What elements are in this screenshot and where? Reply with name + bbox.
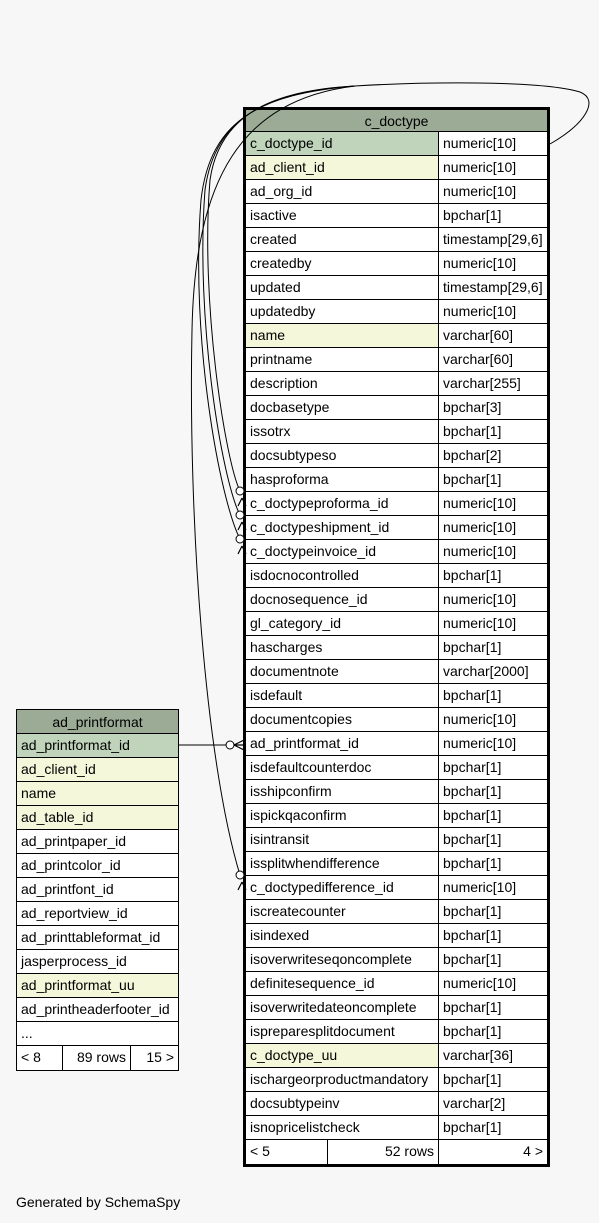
table-row: [17, 830, 178, 854]
column-name: created: [246, 228, 439, 251]
column-type: bpchar[1]: [443, 1119, 502, 1135]
column-type: numeric[10]: [443, 711, 517, 727]
table-row: [246, 468, 547, 492]
table-row: [17, 1022, 178, 1046]
column-name: ad_printformat_id: [246, 732, 439, 755]
table-row: [246, 1092, 547, 1116]
column-name: createdby: [246, 252, 439, 275]
column-name: isactive: [246, 204, 439, 227]
table-row: [17, 806, 178, 830]
column-name: isshipconfirm: [246, 780, 439, 803]
column-type: bpchar[1]: [443, 831, 502, 847]
table-row: [246, 132, 547, 156]
table-row: [246, 1116, 547, 1140]
column-name: ad_printheaderfooter_id: [21, 1001, 170, 1017]
table-row: [246, 276, 547, 300]
column-type: numeric[10]: [443, 975, 517, 991]
column-name: updated: [246, 276, 439, 299]
column-type: bpchar[1]: [443, 999, 502, 1015]
column-name: hasproforma: [246, 468, 439, 491]
table-row: [246, 492, 547, 516]
table-row: [246, 204, 547, 228]
table-row: [246, 588, 547, 612]
table-row: [17, 734, 178, 758]
column-name: ad_org_id: [246, 180, 439, 203]
column-type: numeric[10]: [443, 159, 517, 175]
column-name: c_doctypedifference_id: [246, 876, 439, 899]
column-type: bpchar[1]: [443, 207, 502, 223]
column-type: varchar[255]: [443, 375, 521, 391]
column-type: numeric[10]: [443, 591, 517, 607]
column-name: ...: [21, 1025, 33, 1041]
column-type: varchar[2]: [443, 1095, 506, 1111]
table-row: [17, 782, 178, 806]
table-row: [246, 684, 547, 708]
table-row: [246, 396, 547, 420]
table-row: [246, 900, 547, 924]
table-row: [17, 902, 178, 926]
table-row: [246, 564, 547, 588]
column-type: varchar[36]: [443, 1047, 514, 1063]
column-type: varchar[60]: [443, 327, 514, 343]
column-name: isoverwriteseqoncomplete: [246, 948, 439, 971]
column-type: bpchar[1]: [443, 783, 502, 799]
column-name: isdefaultcounterdoc: [246, 756, 439, 779]
table-row: [246, 708, 547, 732]
column-name: isnopricelistcheck: [246, 1116, 439, 1139]
table-row: [17, 950, 178, 974]
column-name: c_doctypeshipment_id: [246, 516, 439, 539]
relationship-end-marker: [226, 741, 234, 749]
column-name: isdocnocontrolled: [246, 564, 439, 587]
column-type: timestamp[29,6]: [443, 279, 543, 295]
column-name: ad_reportview_id: [21, 905, 128, 921]
column-name: definitesequence_id: [246, 972, 439, 995]
column-type: numeric[10]: [443, 255, 517, 271]
table-row: [17, 998, 178, 1022]
column-type: bpchar[1]: [443, 759, 502, 775]
table-row: [246, 324, 547, 348]
row-count: 52 rows: [328, 1140, 439, 1164]
table-row: [17, 758, 178, 782]
table-row: [246, 1020, 547, 1044]
children-link: 15 >: [146, 1049, 174, 1065]
column-name: hascharges: [246, 636, 439, 659]
column-name: gl_category_id: [246, 612, 439, 635]
table-footer: [17, 1046, 178, 1070]
column-type: numeric[10]: [443, 519, 517, 535]
column-type: numeric[10]: [443, 495, 517, 511]
column-name: docsubtypeinv: [246, 1092, 439, 1115]
column-type: numeric[10]: [443, 615, 517, 631]
column-name: documentcopies: [246, 708, 439, 731]
table-row: [246, 804, 547, 828]
column-name: ad_printformat_id: [17, 734, 178, 757]
table-row: [17, 854, 178, 878]
column-name: isoverwritedateoncomplete: [246, 996, 439, 1019]
column-type: bpchar[1]: [443, 423, 502, 439]
children-link[interactable]: 4 >: [523, 1143, 543, 1159]
table-row: [246, 972, 547, 996]
column-name: c_doctype_id: [246, 132, 439, 155]
column-name: ad_printpaper_id: [21, 833, 127, 849]
table-row: [246, 660, 547, 684]
column-type: bpchar[1]: [443, 1071, 502, 1087]
column-name: ad_client_id: [17, 758, 178, 781]
column-name: c_doctypeinvoice_id: [246, 540, 439, 563]
parents-link: < 8: [17, 1046, 63, 1070]
table-row: [246, 228, 547, 252]
column-name: ad_printcolor_id: [21, 857, 121, 873]
column-type: varchar[2000]: [443, 663, 529, 679]
column-name: ad_client_id: [246, 156, 439, 179]
table-row: [246, 612, 547, 636]
column-name: jasperprocess_id: [21, 953, 127, 969]
column-type: bpchar[1]: [443, 951, 502, 967]
table-row: [246, 636, 547, 660]
table-row: [246, 540, 547, 564]
row-count: 89 rows: [63, 1046, 131, 1070]
column-type: bpchar[3]: [443, 399, 502, 415]
table-row: [246, 180, 547, 204]
column-type: varchar[60]: [443, 351, 514, 367]
column-name: docnosequence_id: [246, 588, 439, 611]
table-row: [246, 852, 547, 876]
table-row: [246, 252, 547, 276]
column-name: printname: [246, 348, 439, 371]
table-c-doctype: [243, 107, 550, 1167]
column-type: bpchar[1]: [443, 639, 502, 655]
column-name: docsubtypeso: [246, 444, 439, 467]
column-type: bpchar[1]: [443, 807, 502, 823]
table-row: [246, 156, 547, 180]
column-name: ad_printfont_id: [21, 881, 114, 897]
column-type: timestamp[29,6]: [443, 231, 543, 247]
table-row: [246, 1068, 547, 1092]
table-row: [246, 948, 547, 972]
column-type: bpchar[2]: [443, 447, 502, 463]
table-row: [17, 878, 178, 902]
column-name: description: [246, 372, 439, 395]
table-title: ad_printformat: [17, 710, 178, 734]
column-type: numeric[10]: [443, 183, 517, 199]
column-name: issplitwhendifference: [246, 852, 439, 875]
table-row: [246, 348, 547, 372]
column-name: name: [17, 782, 178, 805]
column-name: iscreatecounter: [246, 900, 439, 923]
table-row: [246, 732, 547, 756]
column-name: docbasetype: [246, 396, 439, 419]
column-name: updatedby: [246, 300, 439, 323]
table-title: c_doctype: [246, 110, 547, 132]
table-row: [246, 516, 547, 540]
table-row: [246, 372, 547, 396]
column-name: c_doctypeproforma_id: [246, 492, 439, 515]
table-row: [246, 420, 547, 444]
column-name: ad_table_id: [17, 806, 178, 829]
column-type: bpchar[1]: [443, 855, 502, 871]
column-type: numeric[10]: [443, 135, 517, 151]
column-name: isdefault: [246, 684, 439, 707]
table-row: [246, 876, 547, 900]
column-name: isindexed: [246, 924, 439, 947]
column-name: ispickqaconfirm: [246, 804, 439, 827]
column-name: ad_printtableformat_id: [21, 929, 161, 945]
table-ad-printformat[interactable]: [16, 709, 179, 1071]
table-row: [246, 780, 547, 804]
column-type: numeric[10]: [443, 879, 517, 895]
column-type: numeric[10]: [443, 543, 517, 559]
table-row: [246, 444, 547, 468]
column-name: documentnote: [246, 660, 439, 683]
table-row: [246, 300, 547, 324]
column-type: bpchar[1]: [443, 687, 502, 703]
column-type: bpchar[1]: [443, 567, 502, 583]
column-type: bpchar[1]: [443, 927, 502, 943]
column-type: bpchar[1]: [443, 471, 502, 487]
column-type: numeric[10]: [443, 303, 517, 319]
parents-link[interactable]: < 5: [246, 1140, 328, 1164]
column-name: isintransit: [246, 828, 439, 851]
column-type: numeric[10]: [443, 735, 517, 751]
column-name: ad_printformat_uu: [17, 974, 178, 997]
column-name: ispreparesplitdocument: [246, 1020, 439, 1043]
table-row: [246, 828, 547, 852]
table-row: [246, 924, 547, 948]
table-row: [246, 1044, 547, 1068]
table-footer: [246, 1140, 547, 1164]
column-name: ischargeorproductmandatory: [246, 1068, 439, 1091]
column-name: issotrx: [246, 420, 439, 443]
column-type: bpchar[1]: [443, 903, 502, 919]
table-row: [17, 926, 178, 950]
column-name: c_doctype_uu: [246, 1044, 439, 1067]
table-row: [246, 996, 547, 1020]
table-row: [17, 974, 178, 998]
generated-by-label: Generated by SchemaSpy: [16, 1194, 181, 1210]
table-row: [246, 756, 547, 780]
column-name: name: [246, 324, 439, 347]
column-type: bpchar[1]: [443, 1023, 502, 1039]
